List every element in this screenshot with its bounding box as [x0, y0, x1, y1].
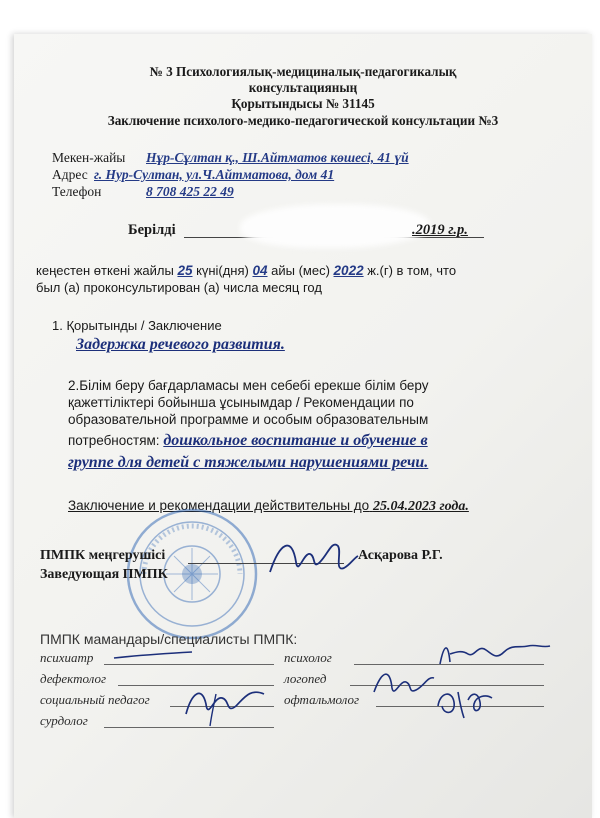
header-line-3: Қорытындысы № 31145 — [231, 96, 375, 111]
consult-day-label: күні(дня) — [196, 263, 249, 278]
address-kz-label: Мекен-жайы — [52, 150, 126, 165]
recommendations-value-1: дошкольное воспитание и обучение в — [163, 432, 428, 449]
defectologist-signature — [180, 674, 270, 734]
consult-day: 25 — [177, 263, 193, 278]
recommendations-value-2: группе для детей с тяжелыми нарушениями речи. — [68, 454, 429, 471]
consult-line-2: был (а) проконсультирован (а) числа месяц год — [36, 280, 322, 295]
psychologist-signature — [434, 634, 554, 674]
issued-label: Берілді — [128, 222, 176, 238]
header-line-1: № 3 Психологиялық-медициналық-педагогикалық — [149, 64, 457, 79]
redaction-blur — [240, 204, 430, 248]
consult-year: 2022 — [333, 263, 364, 278]
document-page — [14, 34, 592, 818]
specialist-left-3: социальный педагог — [40, 692, 150, 707]
recommendations-line-3: образовательной программе и особым образовательным — [68, 412, 429, 427]
specialist-left-2: дефектолог — [40, 671, 107, 686]
head-role-ru: Заведующая ПМПК — [40, 567, 168, 582]
head-name: Асқарова Р.Г. — [358, 548, 443, 563]
recommendations-prefix: потребностям: — [68, 433, 160, 448]
conclusion-value: Задержка речевого развития. — [76, 336, 285, 353]
specialist-right-3: офтальмолог — [284, 692, 360, 707]
ophthalmologist-signature — [428, 682, 498, 722]
consult-month-label: айы (мес) — [271, 263, 330, 278]
conclusion-heading: 1. Қорытынды / Заключение — [52, 318, 222, 333]
consult-year-label: ж.(г) в том, что — [367, 263, 457, 278]
specialist-left-4: сурдолог — [40, 713, 88, 728]
specialist-left-1: психиатр — [40, 650, 94, 665]
recommendations-line-2: қажеттіліктері бойынша ұсынымдар / Рекомендации по — [68, 395, 414, 410]
phone: 8 708 425 22 49 — [146, 184, 234, 199]
recommendations-line-1: 2.Білім беру бағдарламасы мен себебі ерекше білім беру — [68, 378, 429, 393]
validity-text: Заключение и рекомендации действительны до — [68, 498, 370, 513]
head-role-kz: ПМПК меңгерушісі — [40, 548, 166, 563]
header-line-4: Заключение психолого-медико-педагогической консультации №3 — [107, 113, 499, 128]
validity-date: 25.04.2023 года. — [372, 499, 469, 514]
address-kz: Нұр-Сұлтан қ., Ш.Айтматов көшесі, 41 үй — [146, 150, 409, 165]
recommendations-line-4 — [68, 432, 428, 450]
specialists-heading: ПМПК мамандары/специалисты ПМПК: — [40, 631, 298, 647]
consult-date-line — [36, 263, 456, 278]
header-line-2: консультацияның — [248, 80, 358, 95]
phone-label: Телефон — [52, 184, 102, 199]
psychiatrist-signature — [108, 638, 198, 668]
consult-prefix: кеңестен өткені жайлы — [36, 263, 174, 278]
consult-month: 04 — [252, 263, 268, 278]
address-ru-label: Адрес — [52, 167, 88, 182]
issued-birth-year: .2019 г.р. — [412, 222, 468, 238]
specialist-right-1: психолог — [284, 650, 332, 665]
head-signature — [262, 532, 362, 582]
address-ru: г. Нур-Султан, ул.Ч.Айтматова, дом 41 — [94, 167, 335, 182]
specialist-right-2: логопед — [284, 671, 327, 686]
